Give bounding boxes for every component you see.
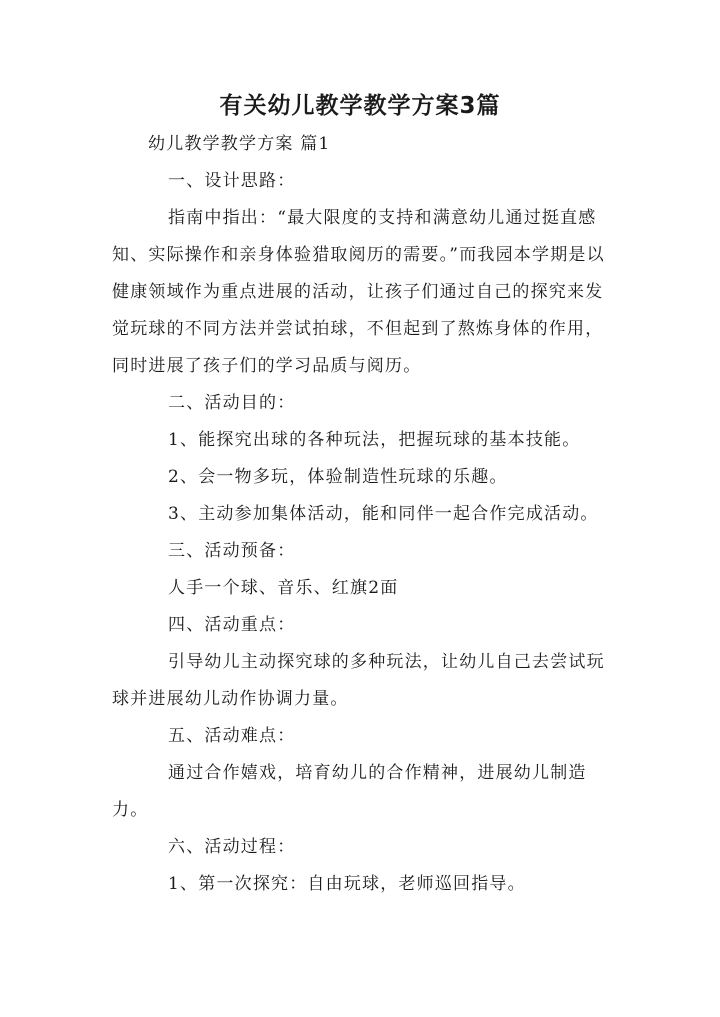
paragraph: 引导幼儿主动探究球的多种玩法，让幼儿自己去尝试玩球并进展幼儿动作协调力量。 xyxy=(112,652,605,709)
list-item: 3、主动参加集体活动，能和同伴一起合作完成活动。 xyxy=(168,504,599,524)
section-heading: 幼儿教学教学方案 篇1 xyxy=(148,134,331,154)
document-body xyxy=(112,126,612,903)
paragraph: 指南中指出：“最大限度的支持和满意幼儿通过挺直感知、实际操作和亲身体验猎取阅历的需要。”而我园本学期是以健康领域作为重点进展的活动，让孩子们通过自己的探究来发觉玩球的不同方法并尝试拍球，不但起到了熬炼身体的作用，同时进展了孩子们的学习品质与阅历。 xyxy=(112,208,605,376)
subheading: 六、活动过程： xyxy=(168,837,296,857)
document-title: 有关幼儿教学教学方案3篇 xyxy=(219,93,501,119)
subheading: 二、活动目的： xyxy=(168,393,296,413)
list-item: 1、能探究出球的各种玩法，把握玩球的基本技能。 xyxy=(168,430,581,450)
subheading: 五、活动难点： xyxy=(168,726,296,746)
paragraph: 人手一个球、音乐、红旗2面 xyxy=(168,578,399,598)
list-item: 2、会一物多玩，体验制造性玩球的乐趣。 xyxy=(168,467,508,487)
subheading: 一、设计思路： xyxy=(168,171,296,191)
subheading: 四、活动重点： xyxy=(168,615,296,635)
list-item: 1、第一次探究：自由玩球，老师巡回指导。 xyxy=(168,874,526,894)
subheading: 三、活动预备： xyxy=(168,541,296,561)
paragraph: 通过合作嬉戏，培育幼儿的合作精神，进展幼儿制造力。 xyxy=(112,763,587,820)
